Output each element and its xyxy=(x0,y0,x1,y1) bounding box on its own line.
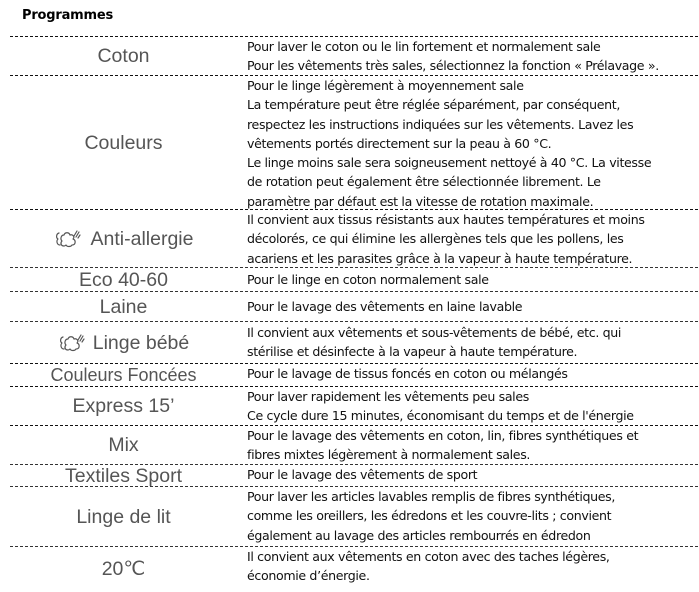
description-line: Pour le linge en coton normalement sale xyxy=(247,272,489,287)
programme-row-mix xyxy=(10,426,698,465)
programme-row-laine xyxy=(10,292,698,322)
description-line: comme les oreillers, les édredons et les couvre-lits ; convient xyxy=(247,508,612,524)
description-line: Pour laver rapidement les vêtements peu sales xyxy=(247,389,529,404)
description-line: Pour le lavage de tissus foncés en coton ou mélangés xyxy=(247,366,568,381)
steam-cloud-icon xyxy=(54,229,88,249)
description-line: Ce cycle dure 15 minutes, économisant du temps et de l'énergie xyxy=(247,408,634,424)
programme-description xyxy=(237,76,698,210)
programme-name-text: Anti-allergie xyxy=(90,227,194,250)
description-line: La température peut être réglée séparément, par conséquent, xyxy=(247,97,620,113)
programme-name-text: Couleurs xyxy=(84,131,163,154)
programme-description xyxy=(237,364,698,387)
programme-name-text: Coton xyxy=(97,45,150,67)
programme-name xyxy=(10,547,237,592)
programme-name xyxy=(10,210,237,268)
programme-description xyxy=(237,547,698,592)
description-line: fibres mixtes légèrement à normalement sales. xyxy=(247,447,531,463)
programme-row-linge-bebe xyxy=(10,322,698,364)
programme-name xyxy=(10,387,237,426)
description-line: Pour le lavage des vêtements de sport xyxy=(247,467,478,482)
programme-description xyxy=(237,268,698,292)
description-line: Il convient aux vêtements en coton avec des taches légères, xyxy=(247,549,610,564)
programme-name xyxy=(10,322,237,364)
description-line: respectez les instructions indiquées sur les vêtements. Lavez les xyxy=(247,116,634,132)
description-line: économie d’énergie. xyxy=(247,568,370,584)
programme-name-text: Eco 40-60 xyxy=(79,268,168,291)
programme-name xyxy=(10,426,237,465)
programme-name xyxy=(10,364,237,387)
steam-cloud-icon xyxy=(58,333,92,353)
description-line: de rotation peut également être sélectionnée librement. Le xyxy=(247,174,601,190)
programme-row-20c xyxy=(10,547,698,592)
programmes-table xyxy=(10,37,698,592)
description-line: décolorés, ce qui élimine les allergènes tels que les pollens, les xyxy=(247,231,624,247)
programme-description xyxy=(237,292,698,322)
description-line: Pour le lavage des vêtements en coton, lin, fibres synthétiques et xyxy=(247,428,639,443)
description-line: Il convient aux vêtements et sous-vêtements de bébé, etc. qui xyxy=(247,325,622,340)
programme-name-text: Couleurs Foncées xyxy=(50,365,197,385)
programme-row-textiles-sport xyxy=(10,465,698,487)
programme-description xyxy=(237,387,698,426)
programme-name-text: Mix xyxy=(108,434,139,456)
description-line: Le linge moins sale sera soigneusement nettoyé à 40 °C. La vitesse xyxy=(247,155,652,171)
programme-name-text: Linge bébé xyxy=(92,331,190,354)
programme-name-text: Laine xyxy=(99,295,148,318)
programme-name xyxy=(10,37,237,76)
programme-name-text: Linge de lit xyxy=(76,505,171,528)
description-line: Pour laver les articles lavables remplis de fibres synthétiques, xyxy=(247,489,616,504)
programme-description xyxy=(237,322,698,364)
programme-description xyxy=(237,426,698,465)
description-line: Pour le lavage des vêtements en laine lavable xyxy=(247,299,523,314)
programme-name xyxy=(10,487,237,547)
programme-row-couleurs xyxy=(10,76,698,210)
description-line: Il convient aux tissus résistants aux hautes températures et moins xyxy=(247,212,645,227)
section-title: Programmes xyxy=(22,8,114,23)
description-line: également au lavage des articles rembourrés en édredon xyxy=(247,527,591,543)
programme-name xyxy=(10,268,237,292)
programme-row-express-15 xyxy=(10,387,698,426)
description-line: stérilise et désinfecte à la vapeur à haute température. xyxy=(247,344,578,360)
programme-row-eco-40-60 xyxy=(10,268,698,292)
programme-description xyxy=(237,465,698,487)
description-line: Pour le linge légèrement à moyennement sale xyxy=(247,78,524,93)
programme-row-anti-allergie xyxy=(10,210,698,268)
description-line: Pour les vêtements très sales, sélectionnez la fonction « Prélavage ». xyxy=(247,58,659,74)
programme-name-text: Textiles Sport xyxy=(64,464,183,487)
description-line: acariens et les parasites grâce à la vapeur à haute température. xyxy=(247,250,633,266)
programme-name xyxy=(10,465,237,487)
programme-name-text: Express 15’ xyxy=(72,395,175,417)
programme-row-couleurs-foncees xyxy=(10,364,698,387)
description-line: vêtements portés directement sur la peau à 60 °C. xyxy=(247,135,552,151)
programme-description xyxy=(237,210,698,268)
programme-name-text: 20℃ xyxy=(101,558,146,580)
programme-name xyxy=(10,292,237,322)
description-line: Pour laver le coton ou le lin fortement et normalement sale xyxy=(247,39,601,54)
programme-row-linge-de-lit xyxy=(10,487,698,547)
programme-row-coton xyxy=(10,37,698,76)
programme-description xyxy=(237,487,698,547)
programme-description xyxy=(237,37,698,76)
programme-name xyxy=(10,76,237,210)
description-line: paramètre par défaut est la vitesse de rotation maximale. xyxy=(247,193,594,209)
